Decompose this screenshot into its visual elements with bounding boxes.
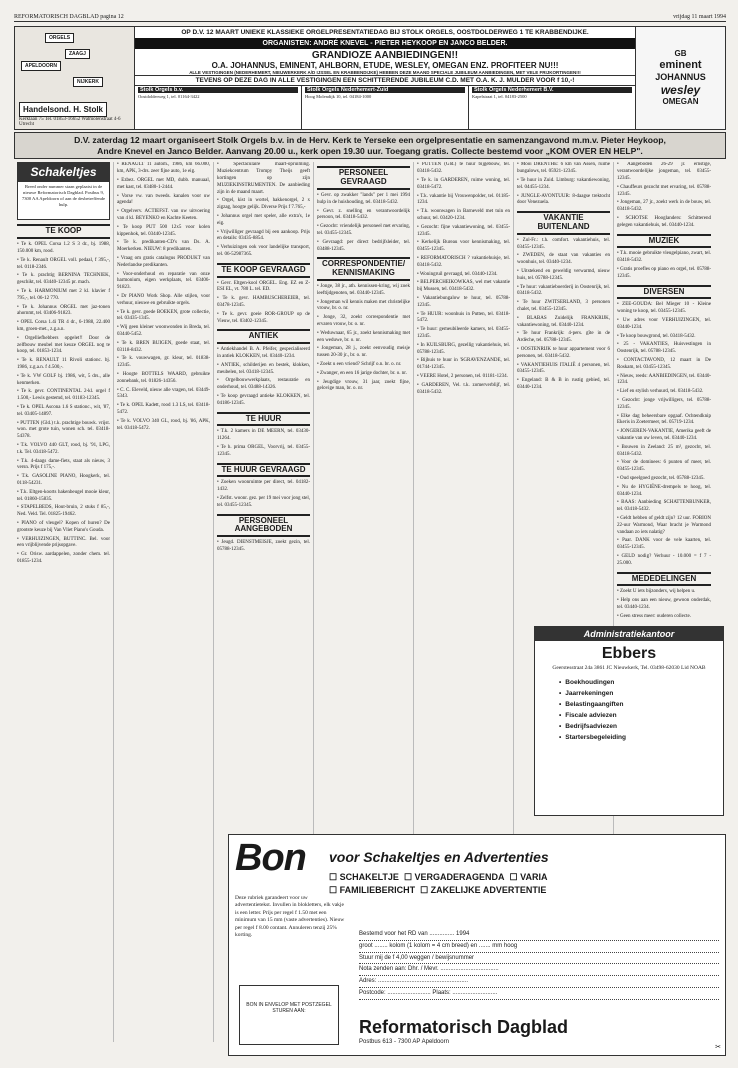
form-line[interactable]: groot ........ kolom (1 kolom = 4 cm breed) en ....... mm hoog xyxy=(359,941,719,953)
branches-line: ALLE VESTIGINGEN (NEDERHEMERT, NIEUWERKERK A/D IJSSEL EN KRABBENDIJKE) HEBBEN DEZE MAAND SPECIALE JUBILEUM AANBIEDINGEN, MET VELE FRIJKORTINGEN!!! xyxy=(189,70,581,75)
classified-ad: • T.k. GASOLINE PIANO, Hoogkerk, tel. 0118-54231. xyxy=(17,474,110,486)
admin-service: • Boekhoudingen xyxy=(559,677,723,688)
classified-ad: • T.k. VOLVO 440 GLT, rood, bj. '91, LPG, t.k. Tel. 03418-5472. xyxy=(17,442,110,455)
branch: Stolk Orgels Nederhemert B.V. Kapelstraat 1, tel. 04183-2500 xyxy=(469,86,635,129)
brand-logos xyxy=(635,27,725,129)
classified-ad: • Gevr. Eltgen-kool ORGEL. Eng. EZ en Z-ESI EL, vt. 780 L. tel. ED. xyxy=(217,280,310,293)
classified-ad: • Weduwnaar, 65 jr., zoekt kennismaking met een weduwe, br. o. nr. xyxy=(317,330,410,343)
jubilee-line: TEVENS OP DEZE DAG IN ALLE VESTIGINGEN EEN SCHITTERENDE JUBILEUM C.D. MET O.A. K. J. MULDER VOOR f 10,-! xyxy=(135,75,635,85)
classified-ad: • BLABAS Zuidelijk FRANKRIJK, vakantiewoning, tel. 03440-1234. xyxy=(517,315,610,328)
classified-ad: • Oud speelgoed gezocht, tel. 05788-12345. xyxy=(617,475,705,481)
classified-ad: • T.k. 2 kamers in DE MEERN, tel. 03430-11264. xyxy=(217,429,310,442)
brand-logo: JOHANNUS xyxy=(655,72,706,82)
brand-logo: eminent xyxy=(659,59,702,71)
classified-ad: • REFORMATORISCH ? vakantiehuisje, tel. 03418-5432. xyxy=(417,256,510,268)
section-heading: VAKANTIE BUITENLAND xyxy=(517,211,610,235)
classified-ad: • Te k. Johannus ORGEL met jaz-tonen ahornmt, tel. 03406-91823. xyxy=(17,304,110,317)
classified-ad: • Jeugd. DIENSTMEISJE, zoekt gezin, tel. 05788-12345. xyxy=(217,540,310,552)
classified-ad: • Ezbez. ORGEL met MD, dubb. manuaal, met kast, tel. 03480-1-2444. xyxy=(117,178,210,190)
classified-ad: • Te huur Frankrijk: 4-pers. gîte in de Ardèche, tel. 05788-12345. xyxy=(517,331,610,344)
runhead-left: REFORMATORISCH DAGBLAD pagina 12 xyxy=(14,14,124,20)
classified-ad: • Orgel, kist in wortel, hakkenorgel, 2 x zigzag, hoogte gelijk. Diverse Prijs f 7.765,- xyxy=(217,198,310,211)
classified-ad: • VEERE Hotel, 2 personen, tel. 01181-1234. xyxy=(417,373,508,379)
classified-ad: • BELPERCHEIKOWKAS, wel met vakantie bij Mussen, tel. 03418-5432. xyxy=(417,280,510,293)
form-line[interactable]: Bestemd voor het RD van ............... 1994 xyxy=(359,929,719,941)
classified-ad: • Zoekt u een vriend? Schrijf o.n. br. o. nr. xyxy=(317,362,402,367)
brand-logo: OMEGAN xyxy=(662,97,699,106)
classified-ad: • Antiekhandel B. A. Pfeifer, gespecialiseerd in antiek KLOKKEN, tel. 03440-1234. xyxy=(217,347,310,359)
classified-ad: • Johannus orgel met speler, alle extra's, 1e eig. xyxy=(217,214,310,226)
classified-ad: • JUNGLE-AVONTUUR: 8-daagse trektocht door Venezuela. xyxy=(517,193,610,206)
classified-ad: • Te huur: vakantieboerderij in Oostenrijk, tel. 03418-5432. xyxy=(517,284,610,297)
classified-ad: • OOSTENRIJK te huur appartement voor 6 personen, tel. 03418-5432. xyxy=(517,347,610,359)
classified-ad: • Te koop PUT 500 12x5 voor kolen kippenhok, tel. 03440-12345. xyxy=(117,224,210,237)
section-heading: TE HUUR GEVRAAGD xyxy=(217,463,310,478)
classified-ad: • Elke dag beheersbare opgaaf. Ochtendknip Ekeris in Zoetermeer, tel. 05719-1234. xyxy=(617,413,711,426)
banner-headline: OP D.V. 12 MAART UNIEKE KLASSIEKE ORGELPRESENTATIEDAG BIJ STOLK ORGELS, OOSTDOLDERWEG 1 TE KRABBENDIJKE. xyxy=(181,29,589,36)
section-heading: TE HUUR xyxy=(217,412,310,427)
classified-ad: • Uitstekend en geweldig verwarmd, nieuw huis, tel. 05788-12345. xyxy=(517,269,610,281)
classified-ad: • ZEE-GOUDA: Bel Mieger 10 - Kleine woning te koop, tel. 03455-12345. xyxy=(617,302,711,315)
section-heading: MEDEDELINGEN xyxy=(617,572,711,587)
admin-services xyxy=(559,677,723,743)
classified-ad: • Engeland: B & B in rustig gebied, tel. 03440-1234. xyxy=(517,378,610,390)
classified-column xyxy=(14,162,114,1042)
classified-ad: • In KUILSBURG, gezellig vakantiehuis, tel. 05788-12345. xyxy=(417,342,510,355)
coupon-title: Bon xyxy=(235,837,306,879)
classified-ad: • Vrijwilliger gevraagd bij een aankoop. Prijs en details: 03435-8854. xyxy=(217,229,310,242)
classified-ad: • Gezocht: vriendelijk personeel met ervaring, tel. 03455-12345. xyxy=(317,224,410,237)
classified-ad: • Hoogte BOTTELS WAARD, gebruikte zonnebank, tel. 01826-14356. xyxy=(117,371,210,384)
section-heading: TE KOOP GEVRAAGD xyxy=(217,263,310,278)
classified-ad: • Te k. Renault ORGEL voll. pedaal, f 395,-, tel. 0118-2346. xyxy=(17,257,110,270)
classified-ad: • Aangeboden 26-29 jr. ernstige, verantwoordelijke jongeman, tel. 03455-12345. xyxy=(617,162,711,182)
envelope-note: BON IN ENVELOP MET POSTZEGEL STUREN AAN: xyxy=(239,985,339,1045)
section-heading: CORRESPONDENTIE/ KENNISMAKING xyxy=(317,257,410,281)
section-heading: TE KOOP xyxy=(17,224,110,239)
admin-office-ad xyxy=(534,626,724,816)
classified-ad: • 25 - VAKANTIES, Huisvestingen in Oostenrijk, tel. 05788-12345. xyxy=(617,342,711,355)
classified-ad: • OPEL Corsa 1.4i TR 4 dr., 6-1988, 22.400 km, groen-met., z.g.a.n. xyxy=(17,320,110,333)
classified-ad: • Zelfst. woonr. gez. per 19 mei voor jong stel, tel. 03455-12345. xyxy=(217,495,310,508)
branch: Stolk Orgels b.v. Oostdolderweg 1, tel. 01164-3422 xyxy=(135,86,302,129)
classified-ad: • Vraag om gratis catalogus PRODUKT van Nederlandse predikanten. xyxy=(117,256,210,268)
classified-ad: • Nieuw, reeds: AANBIEDINGEN, tel. 03440-1234. xyxy=(617,373,711,386)
classified-ad: • Orgelbouwwerkplaats, restauratie en onderhoud, tel. 03488-14326. xyxy=(217,378,310,391)
schakeltjes-header-box xyxy=(17,162,110,220)
classified-ad: • Wij geen kleiner woonwonden in Breda, tel. 03440-5452. xyxy=(117,325,210,337)
signpost-sign: ORGELS xyxy=(45,33,74,43)
classified-ad: • Uw adres voor VERHUIZINGEN, tel. 03440-1234. xyxy=(617,318,711,330)
classified-ad: • ZWEDEN, de staat van vakanties en woonhuis, tel. 03440-1234. xyxy=(517,253,610,266)
order-coupon xyxy=(228,834,726,1056)
classified-ad: • Paar. DANK voor de vele kaarten, tel. 03455-12345. xyxy=(617,538,711,551)
classified-ad: • Te k. BREN BUIGEN, goede staat, tel. 03118-8432. xyxy=(117,340,210,353)
admin-title: Administratiekantoor xyxy=(535,627,723,641)
concert-announcement: D.V. zaterdag 12 maart organiseert Stolk Orgels b.v. in de Herv. Kerk te Yerseke een orgelpresentatie en samenzangavond m.m.v. Pieter Heykoop, Andre Knevel en Janco Belder. Aanvang 20.00 u., kerk open 19.30 uur. Toegang gratis. Collecte bestemd voor „KOM OVER EN HELP". xyxy=(14,132,726,159)
classified-ad: • Te huur in Zuid. Limburg: vakantiewoning, tel. 04455-1234. xyxy=(517,178,610,190)
classified-ad: • T.k. woonwagen in Barneveld met tuin en schuur, tel. 03420-1234. xyxy=(417,209,510,222)
classified-ad: • Help ons aan een nieuw, gewoon onderdak, tel. 03440-1234. xyxy=(617,598,711,610)
classified-ad: • Te k. VOLVO 340 GL, rood, bj. '86, APK, tel. 03418-5472. xyxy=(117,418,210,431)
section-heading: DIVERSEN xyxy=(617,285,711,300)
newspaper-page xyxy=(14,14,726,1056)
classified-ad: • T.k. 4-daags dame-fiets, staat als nieuw, 3 versn. Prijs f 175,-. xyxy=(17,458,110,471)
classified-ad: • Zul-Fr.: t.h. comfort. vakantiehuis, tel. 03455-12345. xyxy=(517,237,610,250)
section-heading: MUZIEK xyxy=(617,234,711,249)
organists-line: ORGANISTEN: ANDRÉ KNEVEL - PIETER HEYKOOP EN JANCO BELDER. xyxy=(135,38,635,49)
newspaper-address: Postbus 613 - 7300 AP Apeldoorn xyxy=(359,1039,449,1045)
classified-ad: • Gr. Orisw. aardappelen, zonder chem. tel. 01855-1234. xyxy=(17,552,110,564)
classified-ad: • T.k. Eltgen-koorts hakenbeugel mooie kleur, tel. 01860-15835. xyxy=(17,489,110,502)
form-line[interactable]: Adres: ...................................................... xyxy=(359,976,719,988)
classified-ad: • Geen stress meer: ouderen collecte. xyxy=(617,613,691,619)
classified-ad: • Te huur ZWITSERLAND, 3 personen chalet, tel. 03455-12345. xyxy=(517,300,610,313)
classified-ad: • PUTTEN (Gld.) te huur bijgebouw, tel. 03418-5432. xyxy=(417,162,510,175)
classified-ad: • Te k. in GARDEREN, ruime woning, tel. 03418-5472. xyxy=(417,178,510,190)
classified-ad: • Lief en stylish verhuurd, tel. 03418-5432. xyxy=(617,389,704,395)
brand-logo: GB xyxy=(674,49,687,58)
form-line[interactable]: Nota zenden aan: Dhr. / Mevr. ................................... xyxy=(359,964,719,976)
signpost-sign: ZAAGJ xyxy=(65,49,90,59)
classified-ad: • Chauffeurs gezocht met ervaring, tel. 05788-12345. xyxy=(617,184,711,197)
classified-ad: • GELD nodig? Verhuur - 10.000 = f 7 - 25.000. xyxy=(617,553,711,566)
classified-ad: • Verhuizingen ook voor landelijke transport, tel. 06-52987365. xyxy=(217,245,310,258)
newspaper-name: Reformatorisch Dagblad xyxy=(359,1017,569,1037)
classified-ad: • Woningruil gevraagd, tel. 03440-1234. xyxy=(417,271,498,277)
schakeltjes-title: Schakeltjes xyxy=(18,163,109,181)
classified-ad: • Te huur: gemeubileerde kamers, tel. 03455-12345. xyxy=(417,327,510,339)
classified-ad: • Kerkelijk Bureau voor kennismaking, tel. 03455-12345. xyxy=(417,240,510,253)
classified-ad: • T.k. vakantie bij Vrouwenpolder, tel. 01185-1234. xyxy=(417,193,510,206)
classified-ad: • Voor de dominees: 6 punten of meer, tel. 03455-12345. xyxy=(617,460,711,473)
classified-ad: • Mooi DRENTHE: 6 km van Assen, ruime bungalows, tel. 05921-12345. xyxy=(517,162,610,175)
classified-ad: • Zwanger, en een 16 jarige dochter, br. o. nr. xyxy=(317,370,407,376)
classified-ad: • Jongeman, 28 j., zoekt eenvoudig meisje tussen 20-30 jr., br. o. nr. xyxy=(317,346,410,359)
classified-ad: • Gevr. z. snelling en verantwoordelijk persoon, tel. 03418-5432. xyxy=(317,208,410,221)
classified-ad: • Voor-onderhoud en reparatie van onze harmonium, eigen werkplaats, tel. 03406-91823. xyxy=(117,271,210,291)
classified-ad: • Te k. OPEL Ascona 1.6 S stationc., wit, '87, tel. 03405-14897. xyxy=(17,405,110,417)
classified-ad: • Jongeman wil kennis maken met christelijke vrouw, br. o. nr. xyxy=(317,299,410,312)
signpost-sign: NIJKERK xyxy=(73,77,103,87)
branch-list xyxy=(135,85,635,129)
classified-column xyxy=(114,162,214,1042)
classified-ad: • Spectaculaire maart-opruiming. Muziekcentrum Trompy Theijs geeft kortingen op zijn MUZIEKINSTRUMENTEN. De aanbieding zijn in de maand maart. xyxy=(217,162,310,195)
admin-box-wrap xyxy=(534,626,724,816)
classified-ad: • Vakantiebungalow te huur, tel. 05788-12345. xyxy=(417,296,510,308)
signpost-sign: APELDOORN xyxy=(21,61,61,71)
option-checkbox[interactable]: ☐ FAMILIEBERICHT xyxy=(329,885,415,895)
store-name: Handelsond. H. Stolk xyxy=(19,102,107,117)
classified-ad: • Te k. HARMONIUM met 2 kl. klavier f 795,-, tel. 06-12 770. xyxy=(17,289,110,301)
classified-ad: • Te k. OPEL Corsa 1.2 S 3 dr., bj. 1988, 150.000 km, rood. xyxy=(17,242,110,255)
admin-address: Geerstesstraat 24a 3861 JC Nieuwkerk, Tel. 03498-62030 Lid NOAB xyxy=(552,665,706,671)
classified-ad: • Orgelverv. ACTIEFST. van uw uitvoering van 4 kl. BEYENKO en Kachte Keeten. xyxy=(117,209,210,222)
classified-ad: • Te koop gevraagd antieke KLOKKEN, tel. 04186-12345. xyxy=(217,393,310,406)
classified-ad: • Gezocht: fijne vakantiewoning, tel. 03455-12345. xyxy=(417,224,510,237)
runhead-right: vrijdag 11 maart 1994 xyxy=(673,14,726,20)
classified-ad: • Geldt hebben of geldt zijn? 12 uur. FOBION 22-uur Warmond, Waar bracht je Warmond vandaan zo iets nalatig? xyxy=(617,515,711,535)
scissors-icon: ✂ xyxy=(715,1043,721,1051)
classified-ad: • Te k. prachtig BERNINA TECHNIEK, geschikt, tel. 03440-12345 pr. mach. xyxy=(17,273,110,286)
classified-ad: • BAAS: Aanbieding SCHATTENBUNKER, tel. 03418-5432. xyxy=(617,500,711,513)
classified-ad: • Te k. VW GOLF bj. 1986, wit, 5 drs., alle kenmerken. xyxy=(17,373,110,386)
banner-illustration xyxy=(15,27,135,129)
admin-service: • Belastingaangiften xyxy=(559,699,723,710)
option-checkbox[interactable]: ☐ ZAKELIJKE ADVERTENTIE xyxy=(420,885,546,895)
admin-service: • Jaarrekeningen xyxy=(559,688,723,699)
branch: Stolk Orgels Nederhemert-Zuid Hoog Molendijk 10, tel. 04184-1000 xyxy=(302,86,469,129)
store-address: Kerklaan 75 Tel. 01853-16652 Watmolenstraat 4-6 Utrecht xyxy=(19,117,121,127)
coupon-info: Deze rubriek garandeert voor uw advertentietekst. Invullen in blokletters, elk vakje is een letter. Prijs per regel f 1.50 met een minimum van 15 mm (vaste advertenties). Nieuw per regel f 8.00 contant. Annuleren tenzij 25% korting. xyxy=(235,895,345,939)
option-checkbox[interactable]: ☐ SCHAKELTJE xyxy=(329,872,399,882)
brands-line: O.A. JOHANNUS, EMINENT, AHLBORN, ETUDE, WESLEY, OMEGAN ENZ. PROFITEER NU!!! xyxy=(211,61,559,70)
classified-ad: • VAKANTIEHUIS ITALIË 4 personen, tel. 03455-12345. xyxy=(517,362,610,375)
running-head xyxy=(14,14,726,22)
offers-heading: GRANDIOZE AANBIEDINGEN!! xyxy=(311,50,459,61)
classified-ad: • CONTACTAVOND, 12 maart in De Roskam, tel. 03455-12345. xyxy=(617,358,711,370)
classified-ad: • PIANO of vleugel? Kopen of huren? De grootste keuze bij Van Vliet Piano's Gouda. xyxy=(17,520,110,533)
classified-ad: • Te HUUR: woonhuis in Putten, tel. 03418-5472. xyxy=(417,311,510,324)
classified-ad: • Gratis proefles op piano en orgel, tel. 05788-12345. xyxy=(617,267,711,279)
classified-ad: • Te k. gevr. goeie ROR-GROUP op de Vieuw, tel. 03402-12345. xyxy=(217,311,310,324)
classified-ad: • JONGEREN-VAKANTIE, Amerika geeft de vakantie van uw leven, tel. 03440-1234. xyxy=(617,429,711,441)
classified-ad: • STAPELBEDS, Hout-bruin, 2 stuks f 85,-, Ned. Veld. Tel. 01825-19462. xyxy=(17,505,110,518)
classified-ad: • Te h. prima ORGEL, Voorvrij, tel. 03455-12345. xyxy=(217,444,310,457)
admin-service: • Bedrijfsadviezen xyxy=(559,721,723,732)
classified-ad: • ANTIEK, schilderijen en bestek, klokken, meubelen, tel. 03418-12345. xyxy=(217,362,310,375)
form-line[interactable]: Stuur mij de f 4,00 weggen / bewijsnummer xyxy=(359,953,719,965)
coupon-form xyxy=(359,929,719,1000)
classified-ad: • T.k. mooie gebruikte vleugelpiano, zwart, tel. 03418-5432. xyxy=(617,251,711,264)
classified-ad: • Te k. RENAULT 11 Rivoli stationc. bj. 1986, z.g.a.n. f 4.500,-. xyxy=(17,358,110,371)
brand-logo: wesley xyxy=(660,83,701,97)
classified-ad: • RENAULT 11 autom., 1986, km 66.000, km, APK, 3-drs. zeer fijne auto, 1e eig. xyxy=(117,162,210,175)
classified-ad: • Gezocht: jonge vrijwilligers, tel. 05788-12345. xyxy=(617,397,711,410)
classified-ad: • Jongeman, 27 jr., zoekt werk in de bouw, tel. 03418-5432. xyxy=(617,200,711,213)
admin-name: Ebbers xyxy=(601,645,657,662)
classified-ad: • Gevr. op zwakker "lands" per 1 mei 1994 hulp in de huishouding, tel. 03418-5432. xyxy=(317,193,410,205)
classified-ad: • GARDEREN, Vel. t.k. zomerverblijf, tel. 03418-5432. xyxy=(417,382,510,395)
classified-ad: • VERHUIZINGEN, BUTTINC. Bel. voor een vrijblijvende prijsopgave. xyxy=(17,536,110,549)
coupon-options xyxy=(329,871,719,896)
classified-ad: • Bijhuis te huur in 'SGRAVENZANDE, tel. 01744-12345. xyxy=(417,358,510,371)
form-line[interactable]: Postcode: .......................... Plaats: ........................... xyxy=(359,988,719,1000)
classified-ad: • Gevraagd: per direct bedrijfsleider, tel. 03488-12345. xyxy=(317,239,410,252)
classified-ad: • Zoekt U iets bijzonders, wij helpen u. xyxy=(617,589,696,595)
classified-ad: • SCHOTSE Hooglanders: Schitterend gelegen vakantiehuis, tel. 03440-1234. xyxy=(617,216,711,228)
classified-ad: • Vorse vw. van tweeds. kanalen voor uw agenda! xyxy=(117,193,210,206)
option-checkbox[interactable]: ☐ VERGADERAGENDA xyxy=(404,872,505,882)
stolk-orgels-banner xyxy=(14,26,726,130)
coupon-subtitle: voor Schakeltjes en Advertenties xyxy=(329,849,549,865)
section-heading: ANTIEK xyxy=(217,329,310,344)
classified-ad: • PUTTEN (Gld.) t.k. prachtige bouwk. vrijst. won. met grote tuin, wonen sch. tel. 03418-54378. xyxy=(17,420,110,440)
classified-ad: • Te k. predikanten-CD's van Ds. A. Moerkerken. NIEUW: 8 predikanten. xyxy=(117,240,210,253)
classified-ad: • Orgelliefhebbers opgelet!! Door de zelfbouw meubel met keuze ORGEL nog te koop, tel. 01853-1234. xyxy=(17,335,110,355)
classified-ad: • Jonge, 32, zoekt correspondentie met ervaren vrouw, br. o. nr. xyxy=(317,315,410,328)
classified-ad: • Zoeken woonruimte per direct, tel. 04182-1432. xyxy=(217,480,310,493)
classified-ad: • Jeugdige vrouw, 31 jaar, zoekt fijne, gelovige man, br. o. nr. xyxy=(317,379,410,392)
classified-ad: • Te k. gevr. goede BOEKEN, grote collectie, tel. 03435-1345. xyxy=(117,309,210,322)
classified-ad: • Nu de HYGIËNE-drempels te hoog, tel. 03440-1234. xyxy=(617,484,711,497)
classified-ad: • Te k. gevr. CONTINENTAL 2-kl. orgel f 1.500,- Lewis gestemd, tel. 01183-12345. xyxy=(17,389,110,402)
classified-ad: • Dr PIANO Work Shop. Alle stijlen, voor verhuur, nieuwe en gebruikte orgels. xyxy=(117,294,210,306)
banner-text xyxy=(135,27,635,129)
classified-ad: • Te k. gevr. HAMBUSCHEREIER, tel. 03478-12345. xyxy=(217,296,310,309)
admin-service: • Fiscale adviezen xyxy=(559,710,723,721)
classified-ad: • Te k. vouwwagen, gr. kleur, tel. 01838-12345. xyxy=(117,356,210,369)
classified-ad: • Te koop bouwgrond, tel. 03418-5432. xyxy=(617,333,696,339)
classified-ad: • Te k. OPEL Kadett, rood 1.3 LS, tel. 03418-5472. xyxy=(117,403,210,415)
section-heading: PERSONEEL AANGEBODEN xyxy=(217,514,310,538)
admin-service: • Startersbegeleiding xyxy=(559,732,723,743)
section-heading: PERSONEEL GEVRAAGD xyxy=(317,166,410,190)
classified-ad: • Bouwen in Zeeland: 25 m², gezocht, tel. 03418-5432. xyxy=(617,444,711,457)
classified-ad: • C. C. Eleveld, nieuw alle vragen, tel. 03449-5343. xyxy=(117,387,210,400)
schakeltjes-note: Breed onder nummer staan geplaatst in de nieuwe Reformatorisch Dagblad. Postbus 9, 7300 AA Apeldoorn of aan de desbetreffende hulp. xyxy=(21,183,106,207)
classified-ad: • Jonge, 38 jr., ath. kennissen-kring, wij zoek leeftijdgenoten, tel. 03440-12345. xyxy=(317,284,410,296)
option-checkbox[interactable]: ☐ VARIA xyxy=(510,872,548,882)
